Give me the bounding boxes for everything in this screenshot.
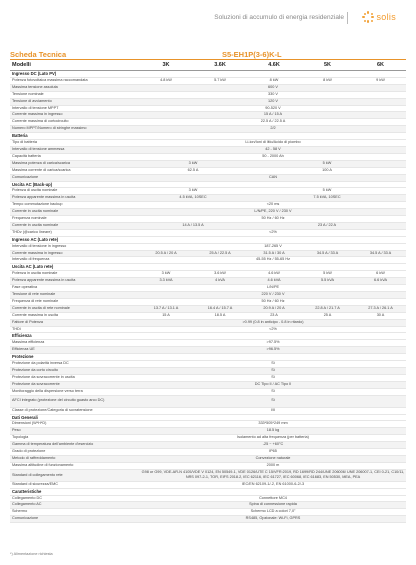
row-label: Collegamento DC bbox=[10, 495, 138, 502]
table-row bbox=[10, 319, 406, 326]
table-row bbox=[10, 407, 406, 414]
table-row bbox=[10, 209, 406, 216]
cell-value: CAN bbox=[138, 174, 406, 181]
section-heading-row bbox=[10, 181, 406, 188]
cell-value: 9 kW bbox=[353, 77, 406, 84]
cell-value: 8 kW bbox=[300, 77, 353, 84]
table-row bbox=[10, 84, 406, 91]
cell-value: >0.99 (0.8 in anticipo - 0.8 in ritardo) bbox=[138, 319, 406, 326]
table-row bbox=[10, 340, 406, 347]
table-row bbox=[10, 326, 406, 333]
cell-value: 3 kW bbox=[138, 188, 246, 195]
row-label: Capacità batteria bbox=[10, 153, 138, 160]
table-row bbox=[10, 153, 406, 160]
header-separator bbox=[347, 12, 348, 24]
cell-value: 100 A bbox=[246, 167, 406, 174]
row-label: Comunicazione bbox=[10, 516, 138, 523]
cell-value: 3.3 kVA bbox=[138, 278, 192, 285]
cell-value: 50 Hz / 60 Hz bbox=[138, 298, 406, 305]
cell-value: 4 kVA bbox=[192, 278, 246, 285]
cell-value: Sì bbox=[138, 395, 406, 407]
section-heading-row bbox=[10, 71, 406, 78]
cell-value: 18.5 kg bbox=[138, 428, 406, 435]
row-label: Monitoraggio della dispersione verso terra bbox=[10, 388, 138, 395]
cell-value: 5 kW bbox=[300, 271, 353, 278]
table-row bbox=[10, 509, 406, 516]
row-label: Fase operativa bbox=[10, 285, 138, 292]
cell-value: 20.9 A / 20 A bbox=[246, 305, 300, 312]
section-heading-row bbox=[10, 488, 406, 495]
cell-value: I/II bbox=[138, 407, 406, 414]
row-label: Potenza fotovoltaica massima raccomandata bbox=[10, 77, 138, 84]
cell-value: 22.5 A / 22.5 A bbox=[138, 119, 406, 126]
row-label: Standard di sicurezza/EMC bbox=[10, 481, 138, 488]
row-label: Intervallo di tensione MPPT bbox=[10, 105, 138, 112]
cell-value: 2000 m bbox=[138, 462, 406, 469]
cell-value: 16.4 A / 15.7 A bbox=[192, 305, 246, 312]
row-label: Massima tensione assoluta bbox=[10, 84, 138, 91]
table-row bbox=[10, 361, 406, 368]
table-row bbox=[10, 105, 406, 112]
column-header: 6K bbox=[353, 61, 406, 71]
table-row bbox=[10, 305, 406, 312]
table-row bbox=[10, 222, 406, 229]
cell-value: 8 kW bbox=[246, 77, 300, 84]
row-label: Corrente in uscita nominale bbox=[10, 222, 138, 229]
section-heading: Uscita AC (Lato rete) bbox=[10, 264, 406, 271]
row-label: Schermo bbox=[10, 509, 138, 516]
cell-value: 3 kW bbox=[138, 271, 192, 278]
cell-value: 15 A bbox=[138, 312, 192, 319]
cell-value: Connettore MC4 bbox=[138, 495, 406, 502]
row-label: Topologia bbox=[10, 435, 138, 442]
row-label: Numero MPPT/Numero di stringhe massimo bbox=[10, 126, 138, 133]
row-label: Protezione da corto circuito bbox=[10, 367, 138, 374]
table-row bbox=[10, 77, 406, 84]
table-row bbox=[10, 91, 406, 98]
table-row bbox=[10, 428, 406, 435]
footnote: *) Alimentazione richiesta bbox=[10, 552, 53, 556]
page-title: Scheda Tecnica bbox=[10, 50, 67, 59]
section-heading: Protezione bbox=[10, 354, 406, 361]
cell-value: >96.5% bbox=[138, 347, 406, 354]
cell-value: 34.5 A / 33 A bbox=[300, 250, 353, 257]
cell-value: 31.5 A / 30 A bbox=[246, 250, 300, 257]
table-row bbox=[10, 146, 406, 153]
row-label: THDi bbox=[10, 326, 138, 333]
cell-value: Sì bbox=[138, 361, 406, 368]
row-label: Intervallo di tensione in ingresso bbox=[10, 243, 138, 250]
row-label: AFCI integrato (protezione del circuito guasto arco DC) bbox=[10, 395, 138, 407]
cell-value: 4.5 kVA, 10SEC bbox=[138, 195, 246, 202]
row-label: Intervallo di frequenza bbox=[10, 257, 138, 264]
cell-value: G98 or G99, VDE-AR-N 4105/VDE V 0124, EN 50549-1, VDE 0126/UTE C 15/VFR:2019, RD 1699/RD 244/UNE 206006/ UNE 206007-1, CEI 0-21, C10/11, NRS 097-2-1, TOR, EIFS 2018.2, IEC 62116, IEC 61727, IEC 60068, IEC 61683, EN 50530, MEA, PEA bbox=[138, 469, 406, 481]
table-header-row bbox=[10, 61, 406, 71]
row-label: Potenza di uscita nominale bbox=[10, 188, 138, 195]
cell-value: IP65 bbox=[138, 449, 406, 456]
row-label: Fattore di Potenza bbox=[10, 319, 138, 326]
row-label: Classe di protezione/Categoria di sovratensione bbox=[10, 407, 138, 414]
cell-value: 5 kW bbox=[246, 188, 406, 195]
cell-value: 14 A / 13.5 A bbox=[138, 222, 246, 229]
logo-text: solis bbox=[376, 12, 396, 22]
cell-value: 42 - 58 V bbox=[138, 146, 406, 153]
cell-value: 23 A / 22 A bbox=[246, 222, 406, 229]
cell-value: 600 V bbox=[138, 84, 406, 91]
row-label: Metodo di raffreddamento bbox=[10, 455, 138, 462]
row-label: Comunicazione bbox=[10, 174, 138, 181]
cell-value: 333*505*249 mm bbox=[138, 421, 406, 428]
table-row bbox=[10, 495, 406, 502]
cell-value: 50 - 2000 Ah bbox=[138, 153, 406, 160]
section-heading-row bbox=[10, 264, 406, 271]
table-row bbox=[10, 160, 406, 167]
row-label: Peso bbox=[10, 428, 138, 435]
cell-value: IEC/EN 62109-1/-2, EN 61000-6-2/-3 bbox=[138, 481, 406, 488]
section-heading: Uscita AC (Back-up) bbox=[10, 181, 406, 188]
table-row bbox=[10, 395, 406, 407]
section-heading-row bbox=[10, 354, 406, 361]
row-label: Tensione di rete nominale bbox=[10, 292, 138, 299]
cell-value: 22.8 A / 21.7 A bbox=[300, 305, 353, 312]
cell-value: 2/2 bbox=[138, 126, 406, 133]
solis-sun-icon bbox=[362, 11, 374, 23]
cell-value: 20.5 A / 20 A bbox=[138, 250, 192, 257]
cell-value: 34.5 A / 33 A bbox=[353, 250, 406, 257]
cell-value: 6 kW bbox=[353, 271, 406, 278]
column-header: 3K bbox=[138, 61, 192, 71]
column-header: Modelli bbox=[10, 61, 138, 71]
column-header: 5K bbox=[300, 61, 353, 71]
table-row bbox=[10, 347, 406, 354]
table-row bbox=[10, 126, 406, 133]
section-heading: Dati Generali bbox=[10, 414, 406, 421]
row-label: Collegamento AC bbox=[10, 502, 138, 509]
cell-value: 30 A bbox=[353, 312, 406, 319]
column-header: 3.6K bbox=[192, 61, 246, 71]
cell-value: Li-ion/Ioni di litio/Acido di piombo bbox=[138, 140, 406, 147]
cell-value: 4.8 kW bbox=[138, 77, 192, 84]
row-label: THDv (@carico lineare) bbox=[10, 229, 138, 236]
table-row bbox=[10, 98, 406, 105]
cell-value: 6.6 kVA bbox=[353, 278, 406, 285]
solis-logo bbox=[362, 11, 396, 23]
row-label: Potenza in uscita nominale bbox=[10, 271, 138, 278]
section-heading: Efficienza bbox=[10, 333, 406, 340]
row-label: Tensione nominale bbox=[10, 91, 138, 98]
row-label: Protezione da sovracorrente bbox=[10, 381, 138, 388]
row-label: Dimensioni (W*H*D) bbox=[10, 421, 138, 428]
row-label: Tipo di batteria bbox=[10, 140, 138, 147]
cell-value: Sì bbox=[138, 374, 406, 381]
section-heading-row bbox=[10, 333, 406, 340]
cell-value: 23 A bbox=[246, 312, 300, 319]
table-row bbox=[10, 112, 406, 119]
spec-table bbox=[10, 61, 406, 523]
table-row bbox=[10, 292, 406, 299]
cell-value: 62.5 A bbox=[138, 167, 246, 174]
cell-value: <20 ms bbox=[138, 202, 406, 209]
row-label: Massima potenza di carica/scarica bbox=[10, 160, 138, 167]
row-label: Corrente in uscita nominale bbox=[10, 209, 138, 216]
row-label: Potenza apparente massima in uscita bbox=[10, 278, 138, 285]
cell-value: 45-55 Hz / 55-65 Hz bbox=[138, 257, 406, 264]
cell-value: 5.5 kVA bbox=[300, 278, 353, 285]
cell-value: 50 Hz / 60 Hz bbox=[138, 216, 406, 223]
row-label: Corrente massima in ingresso bbox=[10, 112, 138, 119]
table-row bbox=[10, 167, 406, 174]
section-heading-row bbox=[10, 133, 406, 140]
table-row bbox=[10, 216, 406, 223]
row-label: Massima efficienza bbox=[10, 340, 138, 347]
table-row bbox=[10, 502, 406, 509]
cell-value: 220 V / 230 V bbox=[138, 292, 406, 299]
cell-value: 3 kW bbox=[138, 160, 246, 167]
cell-value: >97.5% bbox=[138, 340, 406, 347]
table-row bbox=[10, 442, 406, 449]
cell-value: 18.5 A bbox=[192, 312, 246, 319]
cell-value: -25 ~ +60°C bbox=[138, 442, 406, 449]
table-row bbox=[10, 298, 406, 305]
table-row bbox=[10, 455, 406, 462]
table-row bbox=[10, 271, 406, 278]
table-row bbox=[10, 119, 406, 126]
table-row bbox=[10, 257, 406, 264]
table-row bbox=[10, 202, 406, 209]
cell-value: 330 V bbox=[138, 91, 406, 98]
section-heading: Batteria bbox=[10, 133, 406, 140]
cell-value: 27.3 A / 26.1 A bbox=[353, 305, 406, 312]
table-row bbox=[10, 312, 406, 319]
cell-value: Isolamento ad alta frequenza (per batteria) bbox=[138, 435, 406, 442]
table-row bbox=[10, 516, 406, 523]
row-label: Protezione da sovracorrente in uscita bbox=[10, 374, 138, 381]
row-label: Standard di collegamento rete bbox=[10, 469, 138, 481]
cell-value: Spina di connessione rapida bbox=[138, 502, 406, 509]
row-label: Massima corrente di carica/scarica bbox=[10, 167, 138, 174]
table-row bbox=[10, 195, 406, 202]
cell-value: RS485, Opzionale: Wi-Fi, GPRS bbox=[138, 516, 406, 523]
row-label: Efficienza UE bbox=[10, 347, 138, 354]
row-label: Protezione da polarità inversa DC bbox=[10, 361, 138, 368]
header-subtitle: Soluzioni di accumulo di energia residenziale bbox=[214, 14, 344, 21]
table-row bbox=[10, 285, 406, 292]
row-label: Corrente in uscita di rete nominale bbox=[10, 305, 138, 312]
cell-value: 25 A / 22.5 A bbox=[192, 250, 246, 257]
cell-value: <2% bbox=[138, 326, 406, 333]
cell-value: 7.5 kVA, 10SEC bbox=[246, 195, 406, 202]
cell-value: 5.7 kW bbox=[192, 77, 246, 84]
cell-value: 4.6 kW bbox=[246, 271, 300, 278]
spec-table-body bbox=[10, 61, 406, 523]
section-heading: Caratteristiche bbox=[10, 488, 406, 495]
cell-value: 3.6 kW bbox=[192, 271, 246, 278]
cell-value: 15 A / 15 A bbox=[138, 112, 406, 119]
cell-value: 120 V bbox=[138, 98, 406, 105]
cell-value: L/N/PE, 220 V / 230 V bbox=[138, 209, 406, 216]
table-row bbox=[10, 462, 406, 469]
table-row bbox=[10, 229, 406, 236]
cell-value: Sì bbox=[138, 388, 406, 395]
row-label: Intervallo di tensione ammessa bbox=[10, 146, 138, 153]
table-row bbox=[10, 449, 406, 456]
cell-value: 4.6 kVA bbox=[246, 278, 300, 285]
cell-value: 90-520 V bbox=[138, 105, 406, 112]
section-heading-row bbox=[10, 414, 406, 421]
table-row bbox=[10, 388, 406, 395]
column-header: 4.6K bbox=[246, 61, 300, 71]
cell-value: L/N/PE bbox=[138, 285, 406, 292]
page-header bbox=[0, 0, 416, 40]
row-label: Grado di protezione bbox=[10, 449, 138, 456]
table-row bbox=[10, 243, 406, 250]
table-row bbox=[10, 481, 406, 488]
model-series-title: S5-EH1P(3-6)K-L bbox=[222, 50, 282, 59]
row-label: Gamma di temperatura dell'ambiente d'esercizio bbox=[10, 442, 138, 449]
table-row bbox=[10, 174, 406, 181]
section-heading: Ingresso DC (Lato PV) bbox=[10, 71, 406, 78]
section-heading-row bbox=[10, 236, 406, 243]
cell-value: 13.7 A / 13.1 A bbox=[138, 305, 192, 312]
cell-value: <2% bbox=[138, 229, 406, 236]
table-row bbox=[10, 367, 406, 374]
table-row bbox=[10, 374, 406, 381]
table-row bbox=[10, 278, 406, 285]
cell-value: Convezione naturale bbox=[138, 455, 406, 462]
row-label: Massima altitudine di funzionamento bbox=[10, 462, 138, 469]
table-row bbox=[10, 469, 406, 481]
title-divider bbox=[10, 59, 406, 60]
table-row bbox=[10, 381, 406, 388]
table-row bbox=[10, 421, 406, 428]
row-label: Potenza apparente massima in uscita bbox=[10, 195, 138, 202]
row-label: Corrente massima di cortocircuito bbox=[10, 119, 138, 126]
row-label: Corrente massima in uscita bbox=[10, 312, 138, 319]
section-heading: Ingresso AC (Lato rete) bbox=[10, 236, 406, 243]
cell-value: DC Tipo II / AC Tipo II bbox=[138, 381, 406, 388]
cell-value: Schermo LCD a colori 7,0" bbox=[138, 509, 406, 516]
row-label: Tensione di avviamento bbox=[10, 98, 138, 105]
row-label: Frequenza nominale bbox=[10, 216, 138, 223]
table-row bbox=[10, 435, 406, 442]
row-label: Tempo commutazione backup bbox=[10, 202, 138, 209]
cell-value: 25 A bbox=[300, 312, 353, 319]
cell-value: 5 kW bbox=[246, 160, 406, 167]
table-row bbox=[10, 140, 406, 147]
cell-value: 187-265 V bbox=[138, 243, 406, 250]
cell-value: Sì bbox=[138, 367, 406, 374]
row-label: Corrente massima in ingresso bbox=[10, 250, 138, 257]
table-row bbox=[10, 250, 406, 257]
table-row bbox=[10, 188, 406, 195]
row-label: Frequenza di rete nominale bbox=[10, 298, 138, 305]
